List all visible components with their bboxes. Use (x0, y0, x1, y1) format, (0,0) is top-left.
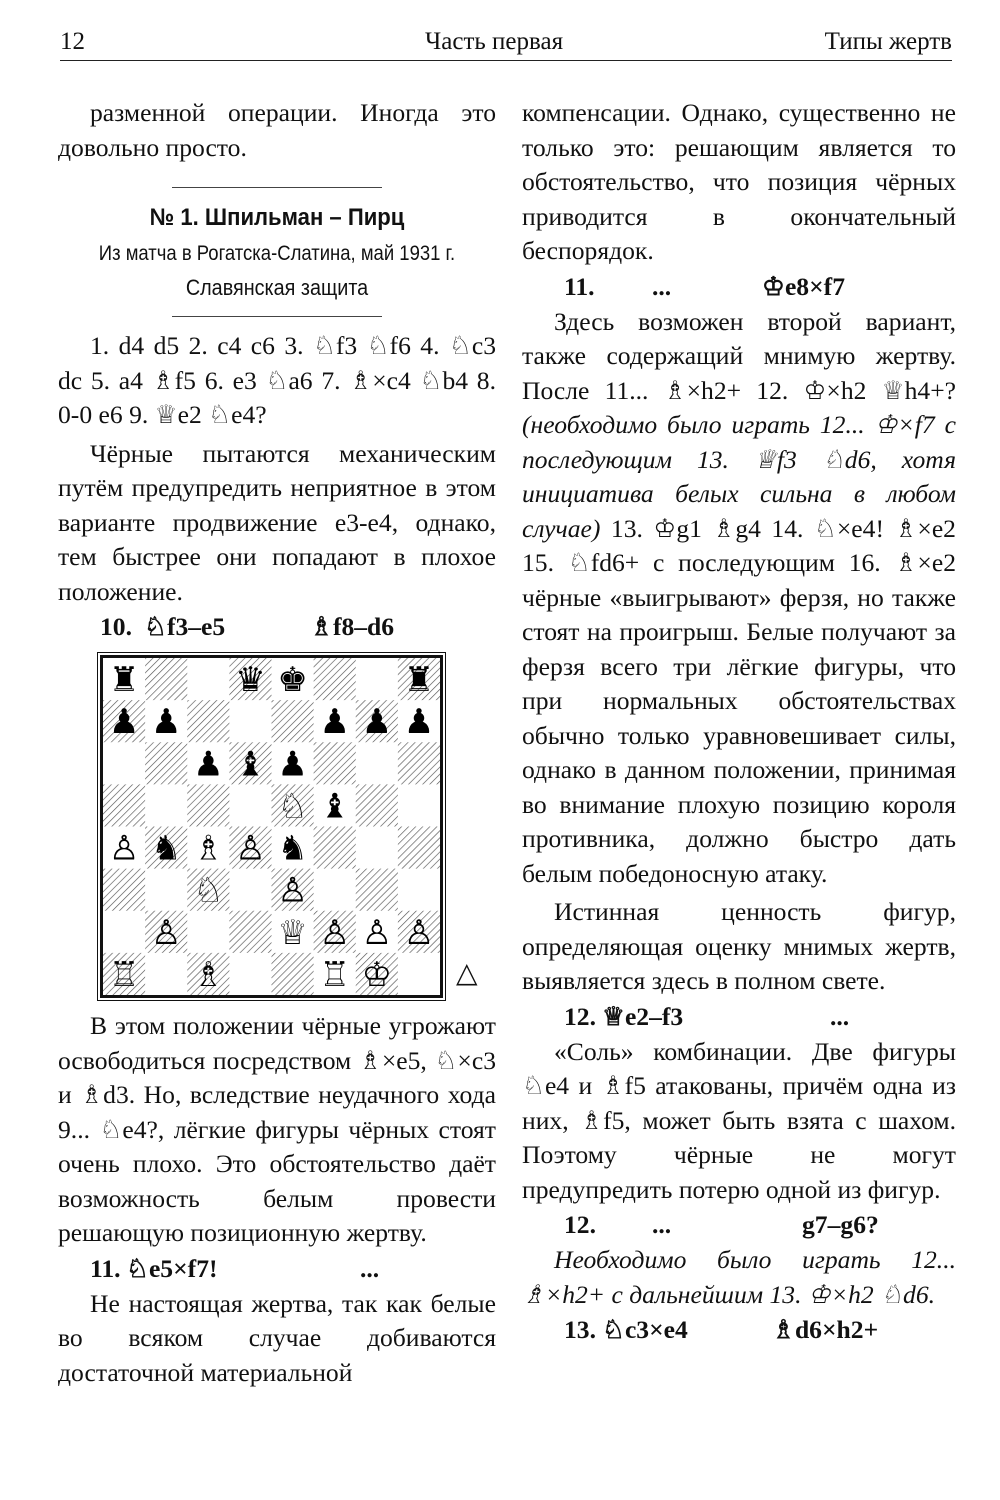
chess-piece: ♟ (361, 702, 393, 743)
chess-piece: ♙ (403, 912, 435, 953)
dark-square (229, 911, 272, 954)
light-square (356, 742, 399, 785)
white-move: ♕e2–f3 (602, 1001, 684, 1031)
light-square (145, 784, 188, 827)
chess-piece: ♛ (235, 660, 266, 701)
move-line (522, 1312, 956, 1348)
move-number: 11. (564, 271, 595, 301)
chapter-title: Типы жертв (824, 28, 952, 55)
chess-piece: ♟ (277, 744, 308, 785)
black-move: ♗f8–d6 (310, 612, 395, 641)
paragraph-text: 13. ♔g1 ♗g4 14. ♘×e4! ♗×e2 15. ♘fd6+ с последующим 16. ♗×e2 чёрные «выигрывают» ферзя, но также стоят на проигрыш. Белые получают за ферзя всего три лёгкие фигуры, что при нормальных обстоятельствах обычно только уравновешивает силы, однако в данном положении, принимая во внимание плохую позицию короля противника, должно быстро дать белым победоносную атаку. (522, 513, 956, 888)
chess-piece: ♙ (150, 912, 182, 953)
move-number: 12. (564, 1210, 596, 1239)
chess-piece: ♟ (108, 702, 140, 743)
chess-piece: ♖ (319, 954, 350, 995)
light-square (103, 911, 146, 954)
game-title: № 1. Шпильман – Пирц (149, 204, 405, 231)
black-move: ♗d6×h2+ (772, 1315, 879, 1344)
light-square (314, 869, 357, 912)
dark-square (314, 658, 357, 701)
dark-square (187, 784, 230, 827)
paragraph (522, 305, 956, 892)
chess-piece: ♞ (277, 828, 308, 869)
chess-diagram (58, 651, 496, 1009)
dark-square (145, 658, 188, 701)
black-move: ... (360, 1253, 380, 1283)
paragraph: Чёрные пытаются механическим путём предупредить неприятное в этом варианте продвижение e3-e4, однако, тем быстрее они попадают в плохое положение. (58, 438, 496, 606)
move-number: 12. (564, 1001, 596, 1031)
light-square (187, 911, 230, 954)
dark-square (103, 869, 146, 912)
dark-square (356, 869, 399, 912)
white-to-move-icon: △ (456, 956, 478, 989)
chess-piece: ♙ (235, 828, 266, 869)
light-square (398, 784, 440, 827)
chess-piece: ♘ (193, 870, 224, 911)
move-line (58, 1251, 496, 1287)
paragraph: компенсации. Однако, существенно не только это: решающим является то обстоятельство, что позиция чёрных приводится в окончательный беспорядок. (522, 98, 956, 265)
light-square (398, 869, 440, 912)
move-line (522, 1207, 956, 1243)
chess-piece: ♟ (403, 702, 435, 743)
chess-piece: ♖ (108, 954, 140, 995)
italic-paragraph: Необходимо было играть 12... ♗×h2+ с дальнейшим 13. ♔×h2 ♘d6. (522, 1245, 956, 1309)
paragraph: разменной операции. Иногда это довольно просто. (58, 98, 496, 162)
game-opening: Славянская защита (185, 275, 369, 300)
light-square (229, 700, 272, 743)
dark-square (272, 953, 315, 995)
black-move: ... (830, 1001, 850, 1031)
dark-square (145, 742, 188, 785)
white-move: ♘c3×e4 (602, 1315, 688, 1344)
move-line (522, 269, 956, 305)
dark-square (187, 700, 230, 743)
black-move: ♔e8×f7 (762, 271, 846, 301)
chess-piece: ♔ (361, 954, 393, 995)
chess-piece: ♝ (235, 744, 266, 785)
part-title: Часть первая (425, 28, 564, 55)
paragraph: Истинная ценность фигур, определяющая оценку мнимых жертв, выявляется здесь в полном свете. (522, 897, 956, 995)
paragraph: «Соль» комбинации. Две фигуры ♘e4 и ♗f5 атакованы, причём одна из них, ♗f5, может быть взята с шахом. Поэтому чёрные не могут предупредить потерю одной из фигур. (522, 1036, 956, 1204)
separator-rule (172, 316, 382, 317)
dark-square (272, 700, 315, 743)
chess-piece: ♞ (150, 828, 182, 869)
light-square (398, 953, 440, 995)
light-square (356, 658, 399, 701)
paragraph-text: Здесь возможен второй вариант, также содержащий мнимую жертву. После 11... ♗×h2+ 12. ♔×h2 ♕h4+? (522, 306, 956, 405)
chess-piece: ♝ (319, 786, 350, 827)
italic-note: (необходимо было играть 12... ♔×f7 с последующим 13. ♕f3 ♘d6, хотя инициатива белых сильна в любом случае) (522, 410, 956, 543)
move-line (522, 999, 956, 1035)
chess-piece: ♘ (277, 786, 308, 827)
white-move: ♘f3–e5 (144, 612, 226, 641)
chess-piece: ♙ (277, 870, 308, 911)
move-number: 11. (90, 1253, 121, 1283)
dark-square (398, 827, 440, 870)
chess-piece: ♗ (193, 954, 224, 995)
dark-square (103, 784, 146, 827)
dark-square (314, 827, 357, 870)
move-number: 13. (564, 1315, 596, 1344)
chess-piece: ♜ (108, 660, 140, 701)
black-move: g7–g6? (802, 1210, 879, 1239)
chess-board (100, 655, 443, 998)
chess-piece: ♟ (319, 702, 350, 743)
light-square (103, 742, 146, 785)
white-move: ... (652, 1210, 672, 1239)
game-moves: 1. d4 d5 2. c4 c6 3. ♘f3 ♘f6 4. ♘c3 dc 5. a4 ♗f5 6. e3 ♘a6 7. ♗×c4 ♘b4 8. 0-0 e6 9. ♕e2 ♘e4? (58, 331, 496, 429)
page-number: 12 (60, 28, 85, 55)
chess-piece: ♟ (150, 702, 182, 743)
light-square (229, 869, 272, 912)
move-line (58, 609, 496, 645)
chess-piece: ♙ (108, 828, 140, 869)
dark-square (398, 742, 440, 785)
right-column (522, 96, 956, 1348)
left-column (58, 96, 496, 1390)
light-square (229, 784, 272, 827)
move-number: 10. (100, 612, 132, 641)
light-square (356, 827, 399, 870)
running-header (60, 24, 952, 61)
chess-piece: ♚ (277, 660, 308, 701)
chess-piece: ♗ (193, 828, 224, 869)
white-move: ♘e5×f7! (126, 1253, 218, 1283)
chess-piece: ♙ (319, 912, 350, 953)
board-svg (103, 658, 440, 995)
chess-piece: ♕ (277, 912, 308, 953)
light-square (145, 953, 188, 995)
dark-square (356, 784, 399, 827)
white-move: ... (652, 271, 672, 301)
game-event: Из матча в Рогатска-Слатина, май 1931 г. (98, 241, 456, 265)
light-square (187, 658, 230, 701)
chess-piece: ♟ (193, 744, 224, 785)
separator-rule (172, 187, 382, 188)
chess-piece: ♜ (403, 660, 435, 701)
light-square (145, 869, 188, 912)
light-square (229, 953, 272, 995)
paragraph: Не настоящая жертва, так как белые во всяком случае добиваются достаточной материальной (58, 1288, 496, 1387)
paragraph: В этом положении чёрные угрожают освободиться посредством ♗×e5, ♘×c3 и ♗d3. Но, вследствие неудачного хода 9... ♘e4?, лёгкие фигуры чёрных стоят очень плохо. Это обстоятельство даёт возможность белым провести решающую позиционную жертву. (58, 1011, 496, 1247)
chess-piece: ♙ (361, 912, 393, 953)
dark-square (314, 742, 357, 785)
